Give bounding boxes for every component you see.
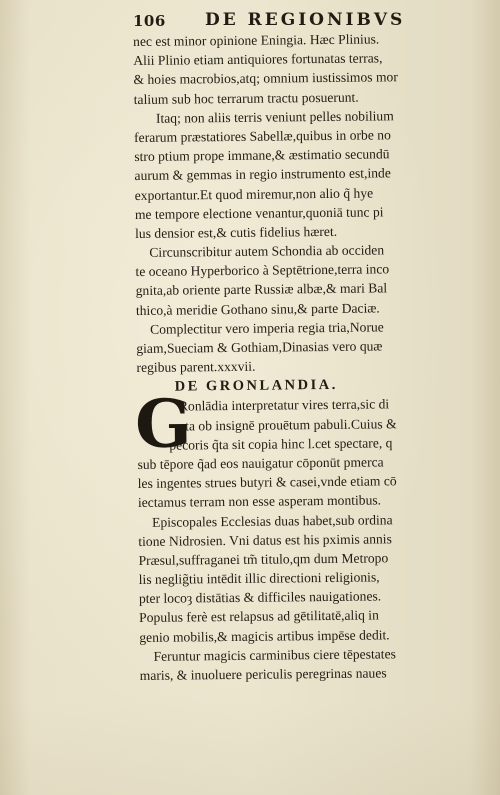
text-line: thico,à meridie Gothano sinu,& parte Daciæ. bbox=[135, 300, 380, 318]
text-line: talium sub hoc terrarum tractu posuerunt. bbox=[133, 89, 359, 107]
text-line: sub tēpore q̃ad eos nauigatur cōponūt pmerca bbox=[137, 454, 384, 472]
page-number: 106 bbox=[133, 12, 166, 30]
text-line: lis neglig̃tiu intēdit illic directioni religionis, bbox=[138, 569, 380, 588]
text-line: Populus ferè est relapsus ad gētilitatē,aliq in bbox=[139, 607, 379, 626]
text-line: ferarum præstatiores Sabellæ,quibus in orbe no bbox=[134, 127, 391, 145]
text-line: Complectitur vero imperia regia tria,Norue bbox=[150, 319, 384, 337]
section-title: DE GRONLANDIA. bbox=[174, 377, 338, 395]
text-line: Præsul,suffraganei tm̃ titulo,qm dum Metropo bbox=[138, 550, 389, 568]
text-line: Episcopales Ecclesias duas habet,sub ordina bbox=[152, 511, 393, 530]
text-block bbox=[133, 28, 485, 685]
text-line: aurum & gemmas in regio instrumento est,inde bbox=[134, 165, 391, 184]
text-line: me tempore electione venantur,quoniā tunc pi bbox=[134, 204, 384, 222]
drop-capital: G bbox=[134, 384, 192, 464]
text-line: exportantur.Et quod miremur,non alio q̃ hye bbox=[134, 184, 374, 203]
text-line: Circunscribitur autem Schondia ab occiden bbox=[149, 242, 385, 260]
page-shading bbox=[0, 700, 500, 795]
text-line: tione Nidrosien. Vni datus est his pximis annis bbox=[138, 531, 392, 549]
text-line: pecoris q̃ta sit copia hinc l.cet spectare, q bbox=[169, 435, 393, 453]
text-line: regibus parent.xxxvii. bbox=[136, 358, 256, 376]
text-line: pter locoȝ distātias & difficiles nauigationes. bbox=[138, 588, 382, 607]
text-line: iectamus terram non esse asperam montibus. bbox=[137, 492, 382, 511]
text-line: cta ob insignē prouētum pabuli.Cuius & bbox=[179, 415, 397, 434]
text-line: giam,Sueciam & Gothiam,Dinasias vero quæ bbox=[136, 338, 383, 356]
running-head: DE REGIONIBVS bbox=[205, 10, 406, 30]
text-line: stro ptium prope immane,& æstimatio secundū bbox=[134, 146, 390, 165]
text-line: nec est minor opinione Eningia. Hæc Plinius. bbox=[133, 31, 380, 49]
text-line: les ingentes strues butyri & casei,vnde etiam cō bbox=[137, 473, 397, 492]
text-line: maris, & inuoluere periculis peregrinas naues bbox=[139, 665, 387, 683]
text-line: te oceano Hyperborico à Septētrione,terra inco bbox=[135, 261, 390, 280]
text-line: Ronlādia interpretatur vires terra,sic di bbox=[178, 396, 390, 414]
text-line: Itaq; non aliis terris veniunt pelles nobilium bbox=[155, 108, 394, 126]
text-line: gnita,ab oriente parte Russiæ albæ,& mari Bal bbox=[135, 280, 388, 299]
text-line: Feruntur magicis carminibus ciere tēpestates bbox=[153, 646, 396, 664]
text-line: Alii Plinio etiam antiquiores fortunatas terras, bbox=[133, 50, 383, 69]
text-line: genio mobilis,& magicis artibus impēse dedit. bbox=[139, 626, 390, 645]
text-line: lus densior est,& cutis fidelius hæret. bbox=[135, 223, 338, 241]
text-line: & hoies macrobios,atq; omnium iustissimos mor bbox=[133, 69, 398, 88]
